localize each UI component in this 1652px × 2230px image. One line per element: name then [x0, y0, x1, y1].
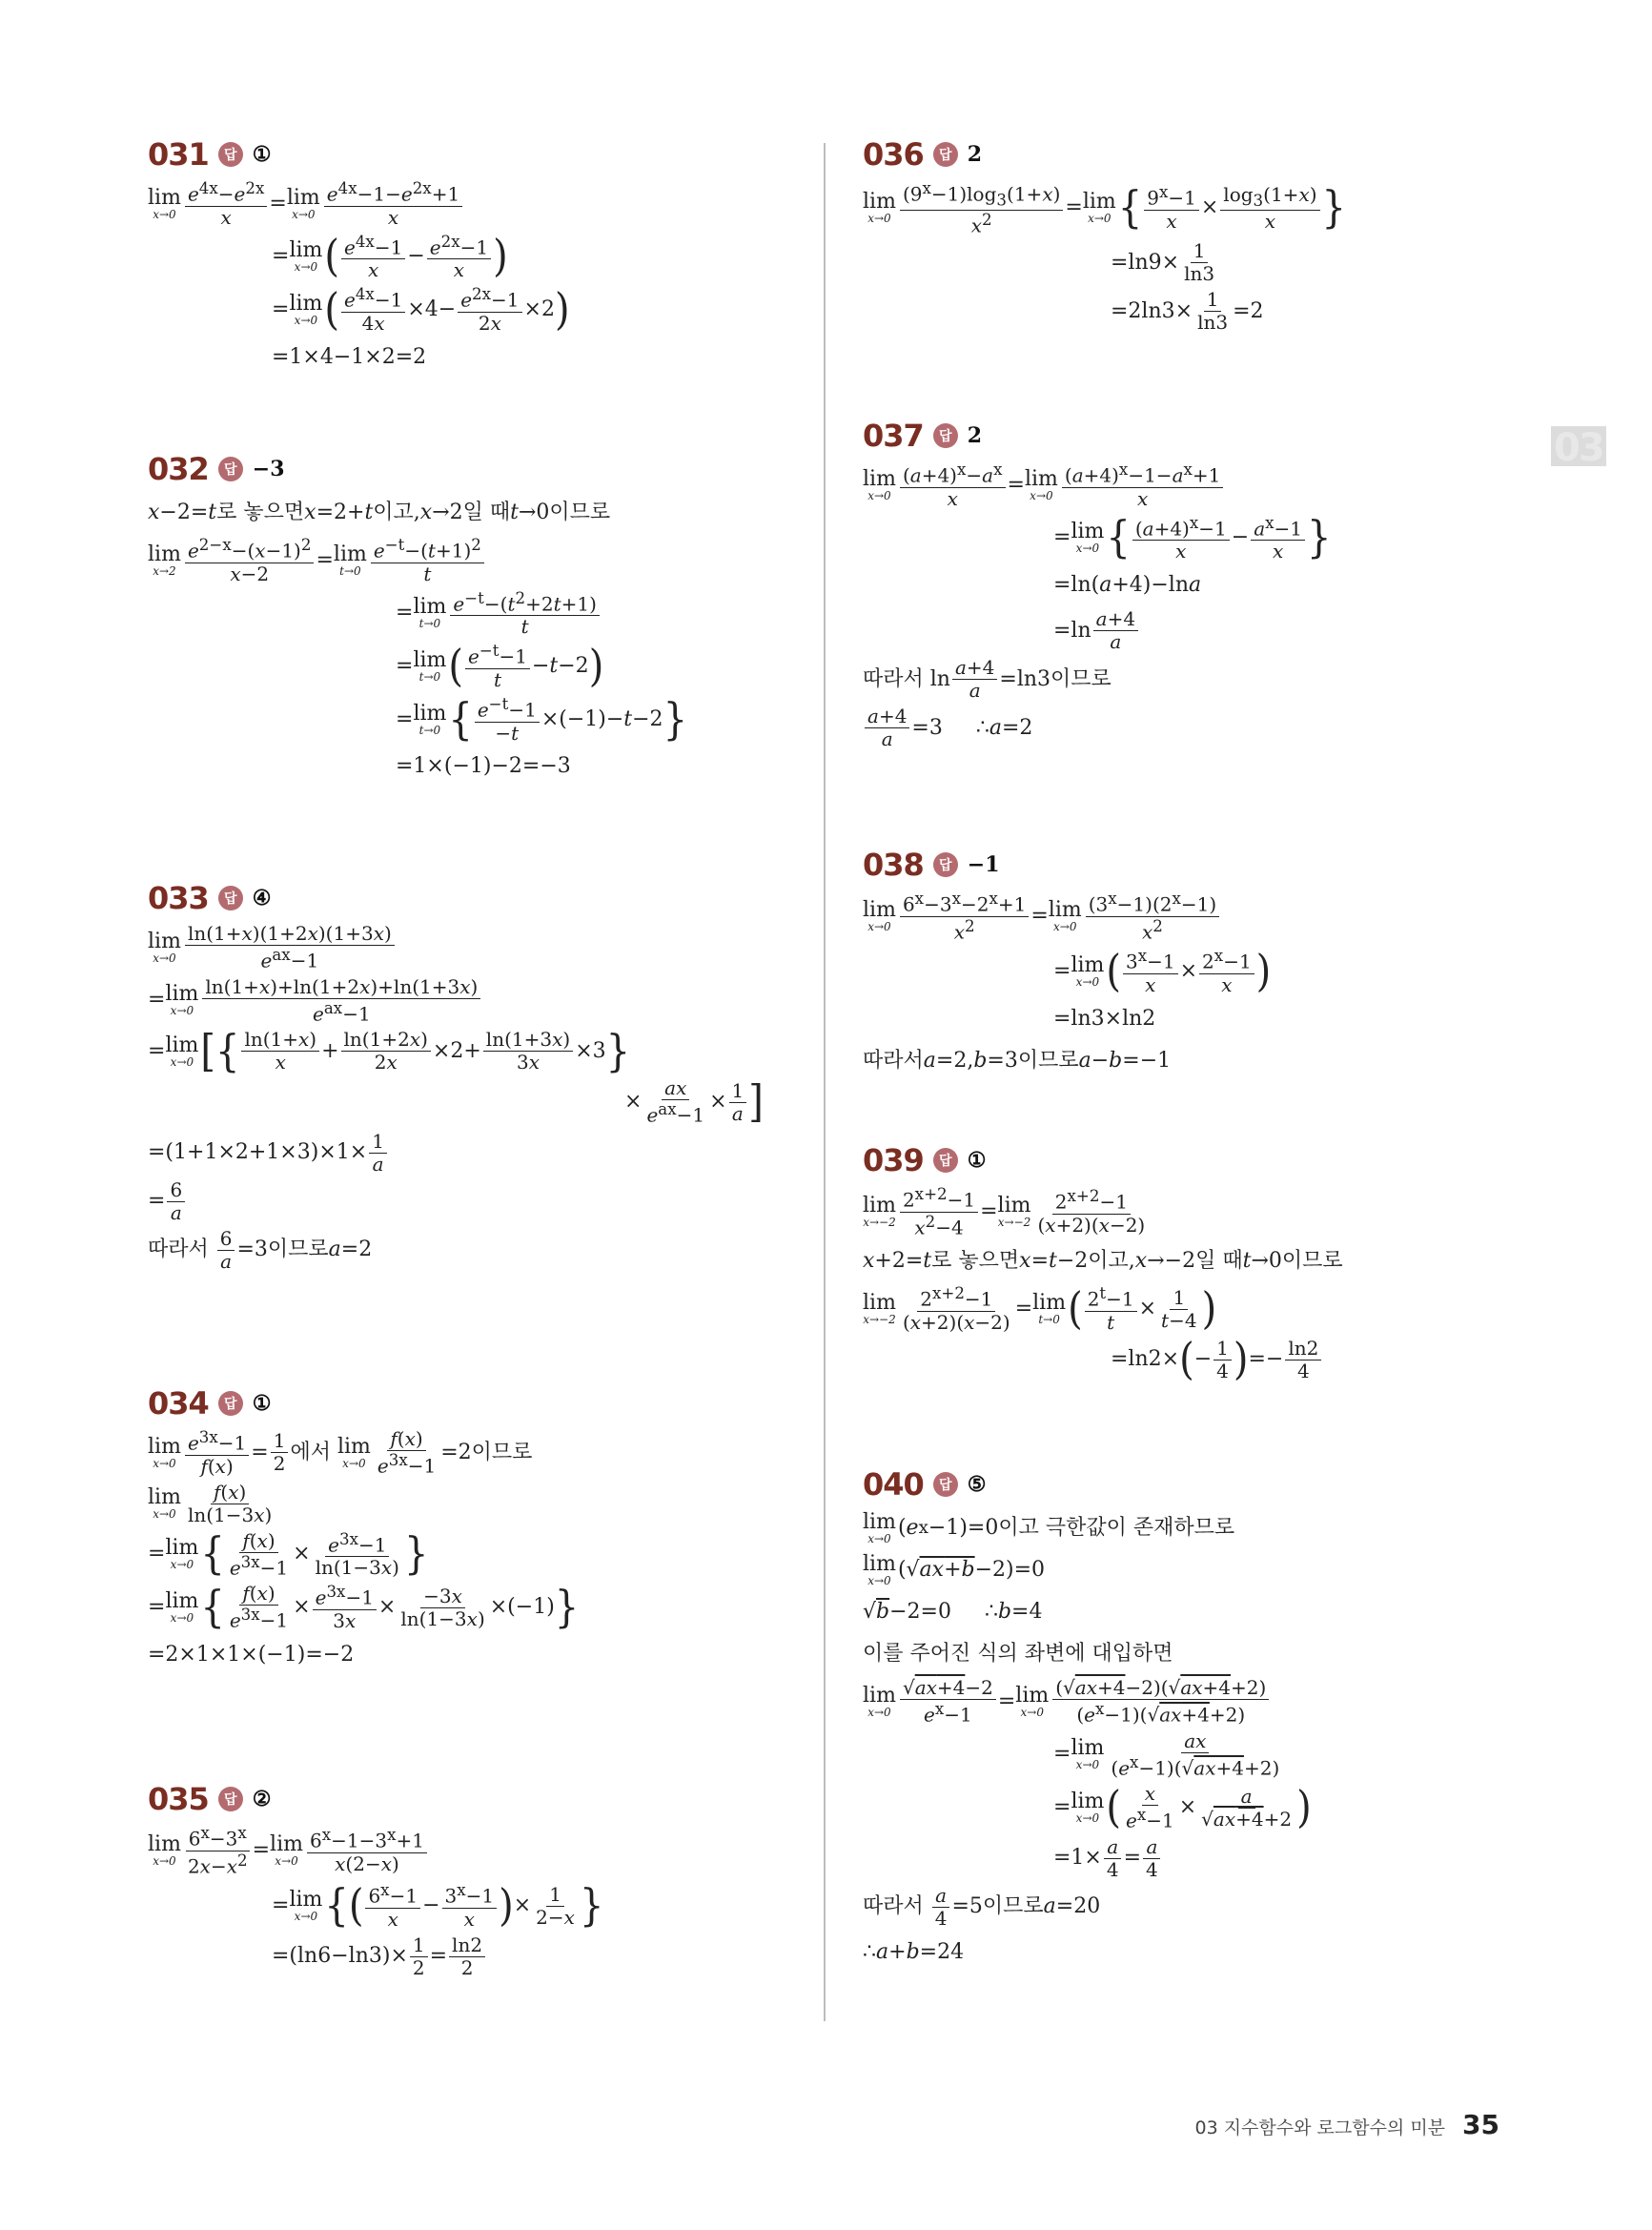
column-divider [824, 143, 826, 2021]
math-line: lim x→0 $\frac{6^x-3^x}{2x-x^2}$ = lim x→0 $\frac{6^x-1-3^x+1}{x(2-x)}$ [148, 1824, 806, 1877]
problem-number: 035 [148, 1781, 209, 1817]
problem-header [148, 133, 806, 175]
problem-number: 036 [863, 136, 924, 173]
answer-badge: 답 [933, 852, 958, 877]
text-line: 따라서 a =2, b =3이므로 a − b =−1 [863, 1048, 1172, 1073]
problem-header [863, 133, 1511, 175]
text-line: 따라서 $\frac{a}{4}$ =5이므로 a =20 [863, 1883, 1101, 1930]
math-line: lim x→−2 $\frac{2^{x+2}-1}{(x+2)(x-2)}$ = lim t→0 ( $\frac{2^t-1}{t}$ × $\frac{1}{t-4}$ ) [863, 1283, 1217, 1335]
math-line: ∴ a + b =24 [863, 1939, 965, 1964]
math-line: lim x→0 $\frac{\ln(1+x)(1+2x)(1+3x)}{e^{ax}-1}$ [148, 923, 806, 972]
problem-header [863, 1463, 1511, 1505]
answer-badge: 답 [933, 1148, 958, 1173]
answer-value: 2 [967, 142, 983, 167]
math-line: lim x→0 $\frac{(9^x-1)\log_3(1+x)}{x^2}$ = lim x→0 { $\frac{9^x-1}{x}$ × $\frac{\log_3(1+x)}{x}$ } [863, 179, 1346, 237]
math-line: =(ln6−ln3)× $\frac{1}{2}$ = $\frac{\ln 2}{2}$ [148, 1934, 806, 1979]
math-line: = lim x→0 {( $\frac{6^x-1}{x}$ − $\frac{3^x-1}{x}$ ) × $\frac{1}{2-x}$ } [272, 1880, 604, 1932]
problem-034 [148, 1382, 806, 1678]
problem-032 [148, 448, 806, 790]
math-line: =ln( a +4)−ln a [1053, 573, 1202, 598]
math-line: = lim t→0 $\frac{e^{-t}-(t^2+2t+1)}{t}$ [148, 589, 806, 639]
problem-header [148, 1778, 806, 1820]
answer-badge: 답 [218, 1787, 243, 1811]
math-line: lim x→0 $\frac{√ax+4-2}{e^x-1}$ = lim x→0 $\frac{(√ax+4-2)(√ax+4+2)}{(e^x-1)(√ax+4+2)}$ [863, 1677, 1511, 1727]
math-line: lim x→0 $\frac{e^{4x}-e^{2x}}{x}$ = lim x→0 $\frac{e^{4x}-1-e^{2x}+1}{x}$ [148, 179, 806, 229]
problem-035 [148, 1778, 806, 1983]
problem-header [148, 877, 806, 919]
problem-037 [863, 415, 1511, 754]
math-line: lim x→0 $\frac{f(x)}{\ln(1-3x)}$ [148, 1480, 273, 1526]
math-line: =ln $\frac{a+4}{a}$ [863, 608, 1511, 653]
answer-value: −1 [967, 852, 1000, 877]
math-line: √ b −2=0 ∴ b =4 [863, 1599, 1043, 1624]
problem-header [863, 844, 1511, 886]
math-line: lim x→2 $\frac{e^{2-x}-(x-1)^2}{x-2}$ = lim t→0 $\frac{e^{-t}-(t+1)^2}{t}$ [148, 536, 806, 585]
math-line: lim x→0 $\frac{e^{3x}-1}{f(x)}$ = $\frac{1}{2}$ 에서 lim x→0 $\frac{f(x)}{e^{3x}-1}$ =2이므로 [148, 1427, 533, 1478]
problem-039 [863, 1139, 1511, 1386]
math-line: =1×(−1)−2=−3 [396, 754, 571, 779]
math-line: =ln3×ln2 [1053, 1006, 1156, 1031]
problem-number: 033 [148, 880, 209, 916]
math-line: =(1+1×2+1×3)×1× $\frac{1}{a}$ [148, 1131, 806, 1176]
answer-value: ⑤ [967, 1472, 987, 1497]
math-line: =1×4−1×2=2 [272, 344, 427, 369]
problem-031 [148, 133, 806, 380]
problem-033 [148, 877, 806, 1277]
math-line: =2ln3× $\frac{1}{\ln 3}$ =2 [1111, 288, 1264, 335]
chapter-side-tab-number: 03 [1554, 426, 1603, 470]
math-line: = lim x→0 ( $\frac{x}{e^x-1}$ × $\frac{a}{√ax+4+2}$ ) [1053, 1782, 1312, 1833]
problem-number: 040 [863, 1466, 924, 1503]
math-line: = lim x→0 $\frac{\ln(1+x)+\ln(1+2x)+\ln(1+3x)}{e^{ax}-1}$ [148, 976, 806, 1026]
problem-038 [863, 844, 1511, 1084]
math-line: = lim t→0 { $\frac{e^{-t}-1}{-t}$ ×(−1)− t −2 } [396, 694, 688, 746]
math-line: = lim x→0 $\frac{ax}{(e^x-1)(√ax+4+2)}$ [1053, 1729, 1280, 1780]
answer-badge: 답 [218, 1391, 243, 1416]
math-line: lim x→0 $\frac{(a+4)^x-a^x}{x}$ = lim x→0 $\frac{(a+4)^x-1-a^x+1}{x}$ [863, 460, 1511, 510]
answer-badge: 답 [933, 423, 958, 448]
problem-number: 039 [863, 1142, 924, 1178]
problem-number: 034 [148, 1385, 209, 1422]
text-line: x −2= t 로 놓으면 x =2+ t 이고, x →2일 때 t →0이므로 [148, 500, 611, 524]
math-line: =ln2× ( − $\frac{1}{4}$ ) =− $\frac{\ln 2}{4}$ [863, 1338, 1511, 1382]
math-line: = lim x→0 { $\frac{f(x)}{e^{3x}-1}$ × $\frac{e^{3x}-1}{\ln(1-3x)}$ } [148, 1528, 429, 1580]
math-line: = $\frac{6}{a}$ [148, 1179, 806, 1224]
footer-chapter-title: 03 지수함수와 로그함수의 미분 [1194, 2117, 1446, 2138]
text-line: 따라서 ln $\frac{a+4}{a}$ =ln3이므로 [863, 656, 1112, 703]
math-line: lim x→0 $\frac{6^x-3^x-2^x+1}{x^2}$ = lim x→0 $\frac{(3^x-1)(2^x-1)}{x^2}$ [863, 890, 1511, 943]
page-footer [1194, 2109, 1499, 2140]
math-line: = lim x→0 [{ $\frac{\ln(1+x)}{x}$ + $\frac{\ln(1+2x)}{2x}$ ×2+ $\frac{\ln(1+3x)}{3x}$ ×3 } [148, 1026, 631, 1077]
math-line: = lim x→0 { $\frac{f(x)}{e^{3x}-1}$ × $\frac{e^{3x}-1}{3x}$ × $\frac{-3x}{\ln(1-3x)}$ ×(−1) } [148, 1582, 580, 1633]
answer-badge: 답 [933, 1472, 958, 1497]
math-line: lim x→0 (√ ax+b −2)=0 [863, 1552, 1046, 1587]
answer-badge: 답 [218, 886, 243, 910]
answer-badge: 답 [218, 142, 243, 167]
math-line: =2×1×1×(−1)=−2 [148, 1642, 355, 1667]
math-line: =ln9× $\frac{1}{\ln 3}$ [1111, 239, 1215, 286]
problem-number: 038 [863, 847, 924, 883]
problem-header [863, 415, 1511, 457]
problem-number: 037 [863, 418, 924, 454]
page-number: 35 [1462, 2109, 1499, 2140]
math-line: = lim x→0 ( $\frac{e^{4x}-1}{4x}$ ×4− $\frac{e^{2x}-1}{2x}$ ×2 ) [272, 284, 570, 336]
answer-value: ① [252, 142, 272, 167]
text-line: 이를 주어진 식의 좌변에 대입하면 [863, 1641, 1173, 1666]
problem-header [148, 1382, 806, 1424]
math-line: $\frac{a+4}{a}$ =3 ∴ a =2 [863, 706, 1511, 750]
problem-040 [863, 1463, 1511, 1975]
problem-header [148, 448, 806, 490]
answer-value: ① [252, 1391, 272, 1416]
answer-value: 2 [967, 423, 983, 448]
problem-number: 032 [148, 451, 209, 487]
answer-value: ② [252, 1787, 272, 1811]
answer-badge: 답 [933, 142, 958, 167]
math-line: = lim t→0 ( $\frac{e^{-t}-1}{t}$ − t −2 ) [396, 641, 604, 692]
answer-value: ① [967, 1148, 987, 1173]
answer-value: ④ [252, 886, 272, 910]
problem-number: 031 [148, 136, 209, 173]
problem-header [863, 1139, 1511, 1181]
answer-value: −3 [252, 457, 285, 481]
text-line: 따라서 $\frac{6}{a}$ =3이므로 a =2 [148, 1226, 373, 1273]
math-line: =1× $\frac{a}{4}$ = $\frac{a}{4}$ [863, 1836, 1511, 1881]
problem-036 [863, 133, 1511, 338]
math-line: lim x→0 ( e x −1)=0이고 극한값이 존재하므로 [863, 1510, 1235, 1545]
text-line: x +2= t 로 놓으면 x = t −2이고, x →−2일 때 t →0이므로 [863, 1249, 1343, 1274]
math-line: lim x→−2 $\frac{2^{x+2}-1}{x^2-4}$ = lim x→−2 $\frac{2^{x+2}-1}{(x+2)(x-2)}$ [863, 1185, 1146, 1239]
answer-badge: 답 [218, 457, 243, 481]
math-line: × $\frac{ax}{e^{ax}-1}$ × $\frac{1}{a}$ ] [624, 1076, 764, 1128]
math-line: = lim x→0 { $\frac{(a+4)^x-1}{x}$ − $\frac{a^x-1}{x}$ } [1053, 513, 1332, 563]
math-line: = lim x→0 ( $\frac{3^x-1}{x}$ × $\frac{2^x-1}{x}$ ) [1053, 946, 1272, 997]
math-line: = lim x→0 ( $\frac{e^{4x}-1}{x}$ − $\frac{e^{2x}-1}{x}$ ) [272, 232, 508, 282]
